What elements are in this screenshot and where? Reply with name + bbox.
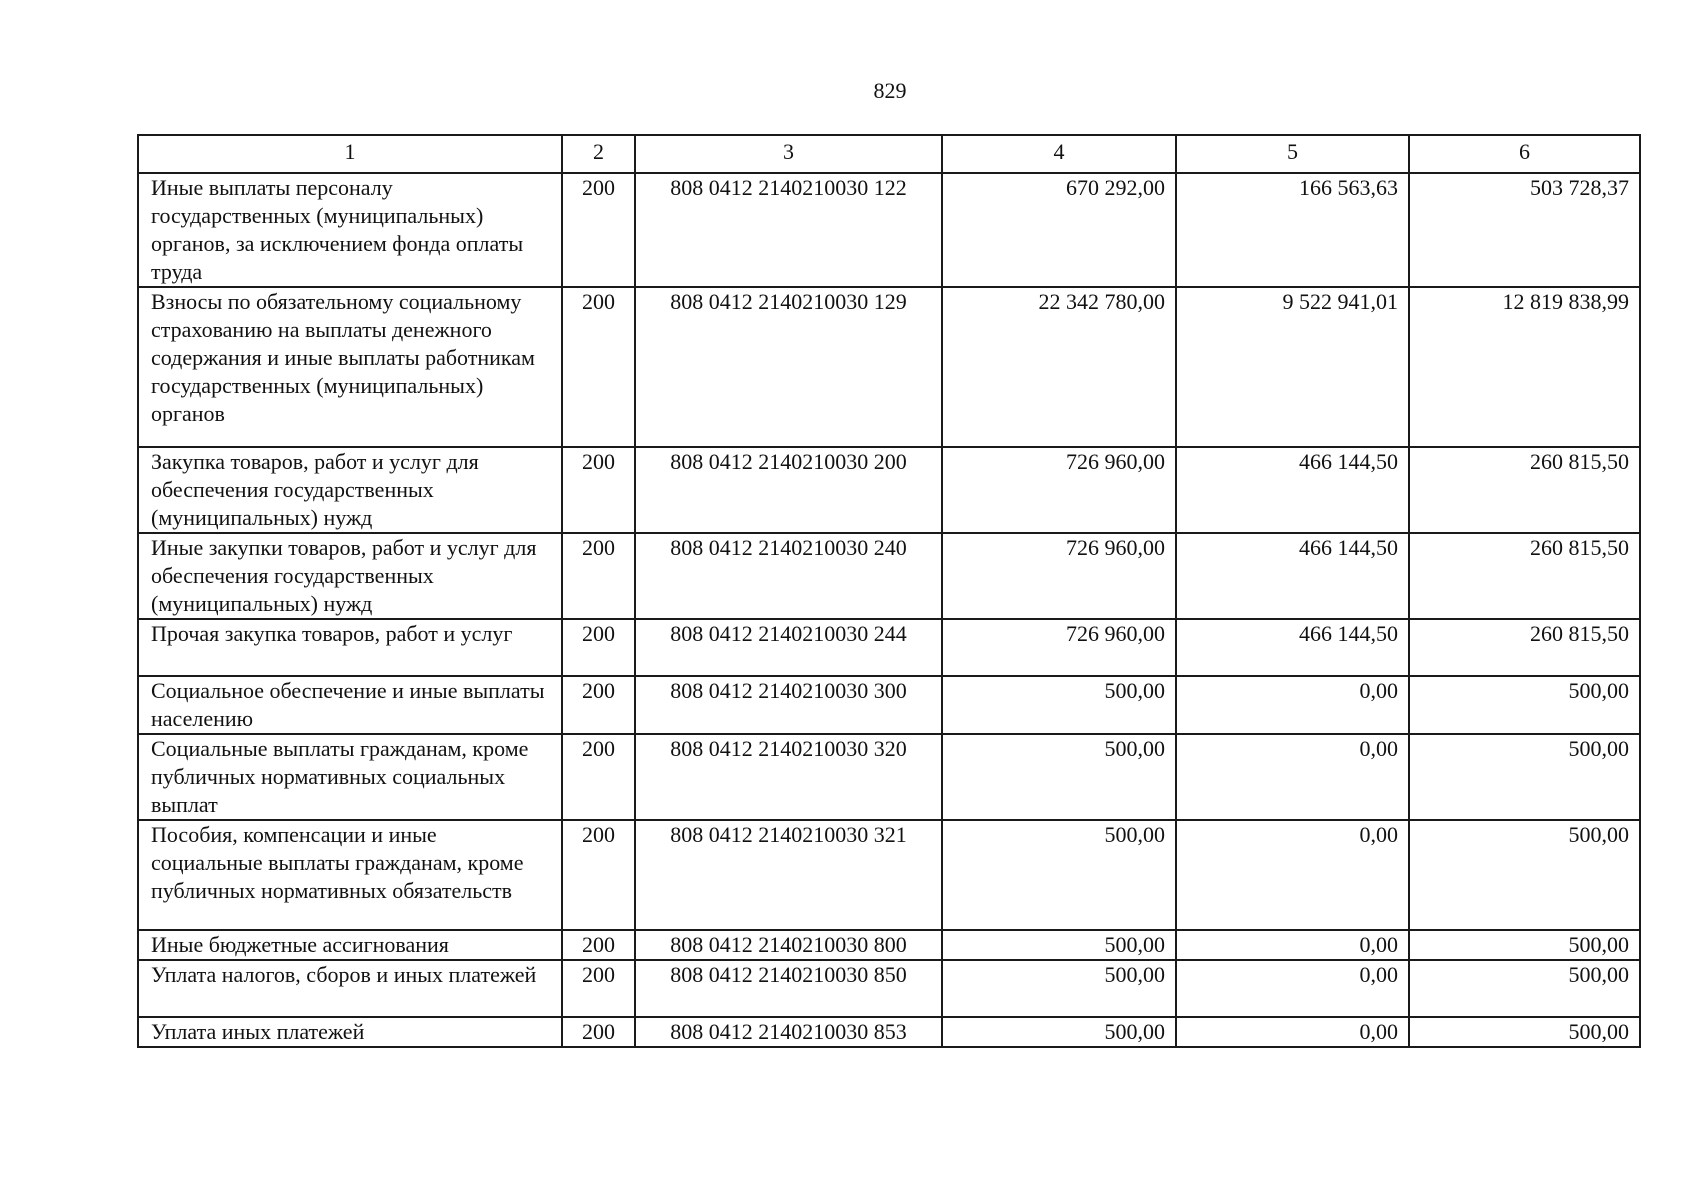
line-code-cell: 200	[562, 930, 635, 960]
table-row	[138, 820, 1640, 930]
amount-col6-cell: 500,00	[1409, 676, 1640, 734]
budget-code-cell: 808 0412 2140210030 122	[635, 173, 942, 287]
line-code-cell: 200	[562, 676, 635, 734]
amount-col4-cell: 500,00	[942, 734, 1176, 820]
budget-code-cell: 808 0412 2140210030 800	[635, 930, 942, 960]
amount-col6-cell: 260 815,50	[1409, 533, 1640, 619]
amount-col5-cell: 0,00	[1176, 930, 1409, 960]
row-name-cell: Иные закупки товаров, работ и услуг для обеспечения государственных (муниципальных) нужд	[138, 533, 562, 619]
amount-col6-cell: 500,00	[1409, 820, 1640, 930]
table-row	[138, 619, 1640, 676]
line-code-cell: 200	[562, 960, 635, 1017]
table-row	[138, 960, 1640, 1017]
table-row	[138, 930, 1640, 960]
budget-code-cell: 808 0412 2140210030 850	[635, 960, 942, 1017]
amount-col4-cell: 22 342 780,00	[942, 287, 1176, 447]
table-row	[138, 676, 1640, 734]
column-header-6: 6	[1409, 135, 1640, 173]
column-header-2: 2	[562, 135, 635, 173]
table-row	[138, 173, 1640, 287]
table-body	[138, 173, 1640, 1047]
table-header	[138, 135, 1640, 173]
row-name-cell: Социальные выплаты гражданам, кроме публичных нормативных социальных выплат	[138, 734, 562, 820]
amount-col4-cell: 726 960,00	[942, 619, 1176, 676]
table-row	[138, 533, 1640, 619]
line-code-cell: 200	[562, 533, 635, 619]
column-header-1: 1	[138, 135, 562, 173]
amount-col4-cell: 500,00	[942, 930, 1176, 960]
budget-code-cell: 808 0412 2140210030 320	[635, 734, 942, 820]
amount-col6-cell: 500,00	[1409, 960, 1640, 1017]
amount-col4-cell: 500,00	[942, 960, 1176, 1017]
table-row	[138, 1017, 1640, 1047]
amount-col5-cell: 0,00	[1176, 676, 1409, 734]
row-name-cell: Взносы по обязательному социальному страхованию на выплаты денежного содержания и иные выплаты работникам государственных (муниципальных) органов	[138, 287, 562, 447]
budget-code-cell: 808 0412 2140210030 129	[635, 287, 942, 447]
amount-col4-cell: 500,00	[942, 1017, 1176, 1047]
column-number-row	[138, 135, 1640, 173]
line-code-cell: 200	[562, 619, 635, 676]
table-row	[138, 447, 1640, 533]
amount-col5-cell: 466 144,50	[1176, 619, 1409, 676]
row-name-cell: Иные бюджетные ассигнования	[138, 930, 562, 960]
page-number: 829	[873, 78, 907, 103]
amount-col6-cell: 503 728,37	[1409, 173, 1640, 287]
row-name-cell: Иные выплаты персоналу государственных (муниципальных) органов, за исключением фонда оплаты труда	[138, 173, 562, 287]
amount-col6-cell: 500,00	[1409, 734, 1640, 820]
table-row	[138, 734, 1640, 820]
budget-code-cell: 808 0412 2140210030 244	[635, 619, 942, 676]
amount-col5-cell: 466 144,50	[1176, 533, 1409, 619]
amount-col4-cell: 670 292,00	[942, 173, 1176, 287]
amount-col6-cell: 260 815,50	[1409, 447, 1640, 533]
row-name-cell: Уплата иных платежей	[138, 1017, 562, 1047]
line-code-cell: 200	[562, 734, 635, 820]
column-header-4: 4	[942, 135, 1176, 173]
budget-execution-table	[137, 134, 1641, 1048]
amount-col6-cell: 500,00	[1409, 1017, 1640, 1047]
amount-col5-cell: 9 522 941,01	[1176, 287, 1409, 447]
amount-col5-cell: 0,00	[1176, 960, 1409, 1017]
budget-code-cell: 808 0412 2140210030 200	[635, 447, 942, 533]
column-header-3: 3	[635, 135, 942, 173]
row-name-cell: Социальное обеспечение и иные выплаты населению	[138, 676, 562, 734]
amount-col6-cell: 500,00	[1409, 930, 1640, 960]
column-header-5: 5	[1176, 135, 1409, 173]
budget-code-cell: 808 0412 2140210030 300	[635, 676, 942, 734]
amount-col6-cell: 12 819 838,99	[1409, 287, 1640, 447]
budget-code-cell: 808 0412 2140210030 240	[635, 533, 942, 619]
line-code-cell: 200	[562, 1017, 635, 1047]
amount-col5-cell: 0,00	[1176, 734, 1409, 820]
amount-col5-cell: 0,00	[1176, 820, 1409, 930]
row-name-cell: Закупка товаров, работ и услуг для обеспечения государственных (муниципальных) нужд	[138, 447, 562, 533]
amount-col6-cell: 260 815,50	[1409, 619, 1640, 676]
line-code-cell: 200	[562, 173, 635, 287]
budget-code-cell: 808 0412 2140210030 321	[635, 820, 942, 930]
row-name-cell: Пособия, компенсации и иные социальные выплаты гражданам, кроме публичных нормативных обязательств	[138, 820, 562, 930]
amount-col4-cell: 500,00	[942, 820, 1176, 930]
line-code-cell: 200	[562, 447, 635, 533]
amount-col4-cell: 726 960,00	[942, 533, 1176, 619]
amount-col5-cell: 166 563,63	[1176, 173, 1409, 287]
row-name-cell: Прочая закупка товаров, работ и услуг	[138, 619, 562, 676]
amount-col4-cell: 500,00	[942, 676, 1176, 734]
line-code-cell: 200	[562, 287, 635, 447]
row-name-cell: Уплата налогов, сборов и иных платежей	[138, 960, 562, 1017]
amount-col4-cell: 726 960,00	[942, 447, 1176, 533]
table-row	[138, 287, 1640, 447]
budget-code-cell: 808 0412 2140210030 853	[635, 1017, 942, 1047]
amount-col5-cell: 466 144,50	[1176, 447, 1409, 533]
line-code-cell: 200	[562, 820, 635, 930]
amount-col5-cell: 0,00	[1176, 1017, 1409, 1047]
